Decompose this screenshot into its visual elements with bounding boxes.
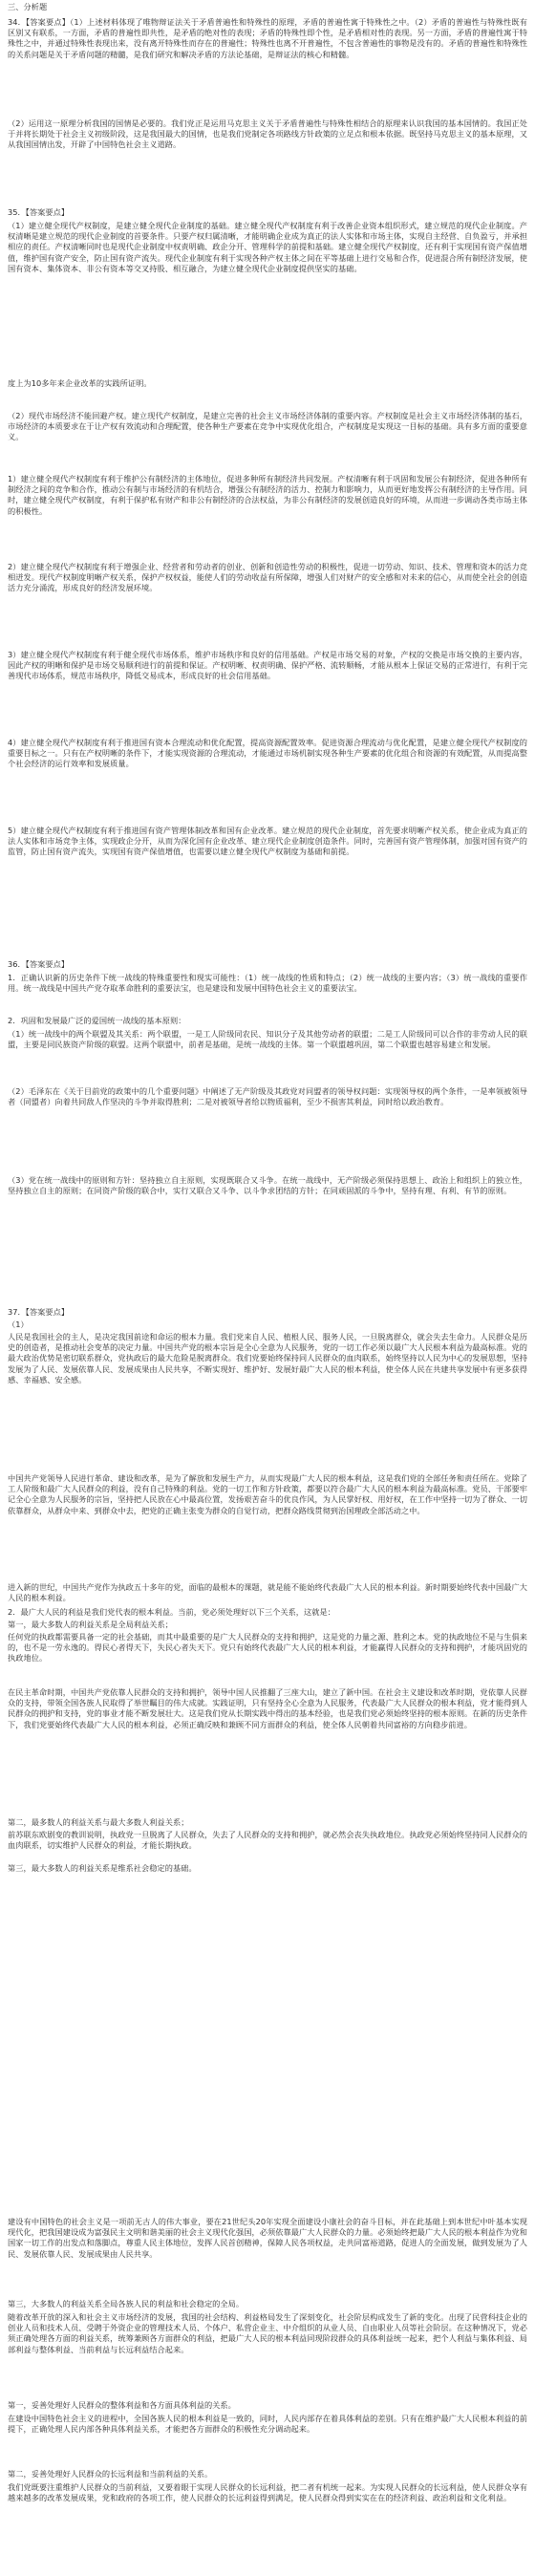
q37-paragraph-6: 在民主革命时期，中国共产党依靠人民群众的支持和拥护，领导中国人民推翻了三座大山，建立了新中国。在社会主义建设和改革时期，党依靠人民群众的支持，带领全国各族人民取得了举世瞩目的伟大成就。实践证明，只有坚持全心全意为人民服务，代表最广大人民群众的根本利益，党才能得到人民群众的拥护和支持，党的事业才能不断发展壮大。这是我们党从长期实践中得出的基本经验，也是我们党必须始终坚持的根本原则。在新的历史条件下，我们党要始终代表最广大人民的根本利益，必须正确反映和兼顾不同方面群众的利益，使全体人民朝着共同富裕的方向稳步前进。 [8, 1687, 527, 1729]
q37-paragraph-10: 在建设中国特色社会主义的进程中，全国各族人民的根本利益是一致的，同时，人民内部存在着具体利益的差别。只有在维护最广大人民根本利益的前提下，正确处理人民内部各种具体利益关系，才能把各方面群众的积极性充分调动起来。 [8, 2414, 527, 2435]
q34-intro-paragraph: 34．【答案要点】（1）上述材料体现了唯物辩证法关于矛盾普遍性和特殊性的原理，矛盾的普遍性寓于特殊性之中。（2）矛盾的普遍性与特殊性既有区别又有联系，一方面，矛盾的普遍性即共性，是矛盾的绝对性的表现；矛盾的特殊性即个性，是矛盾相对性的表现。另一方面，矛盾的普遍性寓于特殊性之中，并通过特殊性表现出来，没有离开特殊性而存在的普遍性；特殊性也离不开普遍性，不包含普遍性的事物是没有的。矛盾的普遍性和特殊性的关系问题是关于矛盾问题的精髓，是我们研究和解决矛盾的方法论基础，是辩证法的核心和精髓。 [8, 17, 527, 59]
q35-point-4: 4）建立健全现代产权制度有利于推进国有资本合理流动和优化配置，提高资源配置效率。促进资源合理流动与优化配置，是建立健全现代产权制度的重要目标之一。只有在产权明晰的条件下，才能实现资源的合理流动，才能通过市场机制实现各种生产要素的优化组合和资源的有效配置，从而提高整个社会经济的运行效率和发展质量。 [8, 738, 527, 769]
q35-point-2: 2）建立健全现代产权制度有利于增强企业、经营者和劳动者的创业、创新和创造性劳动的积极性，促进一切劳动、知识、技术、管理和资本的活力竞相迸发。现代产权制度明晰产权关系，保护产权权益，能使人们的劳动收益有所保障，增强人们对财产的安全感和对未来的信心，从而使全社会的创造活力充分涌流，形成良好的经济发展环境。 [8, 562, 527, 593]
q37-paragraph-5: 任何党的执政都需要具备一定的社会基础，而其中最重要的是广大人民群众的支持和拥护，这是党的力量之源、胜利之本。党的执政地位不是与生俱来的，也不是一劳永逸的。得民心者得天下，失民心者失天下。党只有始终代表最广大人民的根本利益，才能赢得人民群众的支持和拥护，才能巩固党的执政地位。 [8, 1632, 527, 1664]
q37-point-third: 第三，最大多数人的利益关系是维系社会稳定的基础。 [8, 1863, 197, 1873]
q37-sub-label: （1） [8, 1320, 29, 1329]
q36-label: 36．【答案要点】 [8, 959, 70, 969]
q36-point-2: 2．巩固和发展最广泛的爱国统一战线的基本原则： [8, 1016, 186, 1025]
section-title: 三、分析题 [8, 2, 48, 11]
q37-paragraph-4: 2．最广大人民的利益是我们党代表的根本利益。当前，党必须处理好以下三个关系，这就是： [8, 1607, 335, 1617]
q35-paragraph-1: （1）建立健全现代产权制度，是建立健全现代企业制度的基础。建立健全现代产权制度有利于改善企业资本组织形式，建立规范的现代企业制度。产权清晰是建立规范的现代企业制度的首要条件。只要产权归属清晰，才能明确企业成为真正的法人实体和市场主体，实现自主经营、自负盈亏，并承担相应的责任。产权清晰同时也是现代企业制度中权责明确、政企分开、管理科学的前提和基础。建立健全现代产权制度，还有利于实现国有资产保值增值，维护国有资产安全，防止国有资产流失。现代企业制度有利于实现各种产权主体之间在平等基础上进行交易和合作，促进混合所有制经济发展，使国有资本、集体资本、非公有资本等交叉持股、相互融合，为建立健全现代企业制度提供坚实的基础。 [8, 221, 527, 273]
q36-point-2-2: （2）毛泽东在《关于目前党的政策中的几个重要问题》中阐述了无产阶级及其政党对同盟者的领导权问题：实现领导权的两个条件，一是率领被领导者（同盟者）向着共同敌人作坚决的斗争并取得胜利；二是对被领导者给以物质福利，至少不损害其利益，同时给以政治教育。 [8, 1086, 527, 1107]
q37-paragraph-9: 随着改革开放的深入和社会主义市场经济的发展，我国的社会结构、利益格局发生了深刻变化，社会阶层构成发生了新的变化。出现了民营科技企业的创业人员和技术人员、受聘于外资企业的管理技术人员、个体户、私营企业主、中介组织的从业人员、自由职业人员等社会阶层。在这种情况下，党必须正确处理各方面的利益关系，统筹兼顾各方面群众的利益，把最广大人民的根本利益同现阶段群众的具体利益统一起来，把个人利益与集体利益、局部利益与整体利益、当前利益与长远利益结合起来。 [8, 2312, 527, 2354]
q36-point-2-1: （1）统一战线中的两个联盟及其关系：两个联盟，一是工人阶级同农民、知识分子及其他劳动者的联盟；二是工人阶级同可以合作的非劳动人民的联盟，主要是同民族资产阶级的联盟。这两个联盟中，前者是基础，是统一战线的主体。第一个联盟越巩固，第二个联盟也越容易建立和发展。 [8, 1029, 527, 1050]
q35-paragraph-1-cont: 度上为10多年来企业改革的实践所证明。 [8, 378, 152, 388]
q37-paragraph-1: 人民是我国社会的主人，是决定我国前途和命运的根本力量。我们党来自人民、植根人民、服务人民，一旦脱离群众，就会失去生命力。人民群众是历史的创造者，是推动社会变革的决定力量。中国共产党的根本宗旨是全心全意为人民服务，党的一切工作必须以最广大人民根本利益为最高标准。党的最大政治优势是密切联系群众，党执政后的最大危险是脱离群众。我们党要始终保持同人民群众的血肉联系，始终坚持以人民为中心的发展思想，坚持发展为了人民、发展依靠人民、发展成果由人民共享，不断实现好、维护好、发展好最广大人民的根本利益，使全体人民在共建共享发展中有更多获得感、幸福感、安全感。 [8, 1332, 527, 1385]
q37-paragraph-2: 中国共产党领导人民进行革命、建设和改革，是为了解放和发展生产力，从而实现最广大人民的根本利益，这是我们党的全部任务和责任所在。党除了工人阶级和最广大人民群众的利益，没有自己特殊的利益。党的一切工作和方针政策，都要以符合最广大人民的根本利益为最高标准。党员、干部要牢记全心全意为人民服务的宗旨，坚持把人民放在心中最高位置，发扬艰苦奋斗的优良作风，为人民掌好权、用好权，在工作中坚持一切为了群众、一切依靠群众，从群众中来、到群众中去，把党的正确主张变为群众的自觉行动，把群众路线贯彻到治国理政全部活动之中。 [8, 1473, 527, 1515]
q37-paragraph-8: 建设有中国特色的社会主义是一项前无古人的伟大事业，要在21世纪头20年实现全面建设小康社会的奋斗目标，并在此基础上到本世纪中叶基本实现现代化，把我国建设成为富强民主文明和谐美丽的社会主义现代化强国，必须依靠最广大人民群众的力量。必须始终把最广大人民的根本利益作为党和国家一切工作的出发点和落脚点，尊重人民主体地位，发挥人民首创精神，保障人民各项权益，走共同富裕道路，促进人的全面发展，做到发展为了人民、发展依靠人民、发展成果由人民共享。 [8, 2217, 527, 2259]
q37-point-first: 第一，最大多数人的利益关系是全局利益关系； [8, 1620, 173, 1629]
q35-paragraph-2: （2）现代市场经济不能回避产权。建立现代产权制度，是建立完善的社会主义市场经济体制的重要内容。产权制度是社会主义市场经济体制的基石，市场经济的本质要求在于让产权有效流动和合理配置，使各种生产要素在竞争中实现优化组合，产权制度是实现这一目标的基础。具有多方面的重要意义。 [8, 411, 527, 442]
q35-point-3: 3）建立健全现代产权制度有利于健全现代市场体系，维护市场秩序和良好的信用基础。产权是市场交易的对象，产权的交换是市场交换的主要内容，因此产权的明晰和保护是市场交易顺利进行的前提和保证。产权明晰、权责明确、保护严格、流转顺畅，才能从根本上保证交易的正常进行，有利于完善现代市场体系，规范市场秩序，降低交易成本，形成良好的社会信用基础。 [8, 650, 527, 681]
q36-point-2-3: （3）党在统一战线中的原则和方针：坚持独立自主原则，实现既联合又斗争。在统一战线中，无产阶级必须保持思想上、政治上和组织上的独立性，坚持独立自主的原则；在同资产阶级的联合中，实行又联合又斗争、以斗争求团结的方针；在同顽固派的斗争中，坚持有理、有利、有节的原则。 [8, 1175, 527, 1196]
q37-label: 37．【答案要点】 [8, 1307, 70, 1317]
q37-paragraph-7: 前苏联东欧剧变的教训说明，执政党一旦脱离了人民群众，失去了人民群众的支持和拥护，就必然会丧失执政地位。执政党必须始终坚持同人民群众的血肉联系，切实维护人民群众的利益，才能长期执政。 [8, 1830, 527, 1851]
q35-point-1: 1）建立健全现代产权制度有利于维护公有制经济的主体地位，促进多种所有制经济共同发展。产权清晰有利于巩固和发展公有制经济，促进各种所有制经济之间的竞争和合作，推动公有制与市场经济的有机结合，增强公有制经济的活力、控制力和影响力，从而更好地发挥公有制经济的主导作用。同时，建立健全现代产权制度，有利于保护私有财产和非公有制经济的合法权益，为非公有制经济的发展创造良好的环境，从而进一步调动各类市场主体的积极性。 [8, 474, 527, 516]
q37-paragraph-3: 进入新的世纪，中国共产党作为执政五十多年的党，面临的最根本的课题，就是能不能始终代表最广大人民的根本利益。新时期要始终代表中国最广大人民的根本利益。 [8, 1582, 527, 1603]
q37-paragraph-11: 我们党既要注重维护人民群众的当前利益，又要着眼于实现人民群众的长远利益，把二者有机统一起来。为实现人民群众的长远利益，使人民群众享有越来越多的改革发展成果，党和政府的各项工作，使人民群众的长远利益得到满足，使人民群众得到实实在在的经济利益、政治利益和文化利益。 [8, 2482, 527, 2503]
q35-point-5: 5）建立健全现代产权制度有利于推进国有资产管理体制改革和国有企业改革。建立规范的现代企业制度，首先要求明晰产权关系，使企业成为真正的法人实体和市场竞争主体，实现政企分开，从而为深化国有企业改革、建立现代企业制度创造条件。同时，完善国有资产管理体制，加强对国有资产的监管，防止国有资产流失，实现国有资产保值增值，也需要以建立健全现代产权制度为基础和前提。 [8, 826, 527, 857]
q37-point-second: 第二，最多数人的利益关系与最大多数人利益关系； [8, 1817, 189, 1827]
q37-sub-point-2: 第二，妥善处理好人民群众的长远利益和当前利益的关系。 [8, 2469, 213, 2479]
q34-paragraph-2: （2）运用这一原理分析我国的国情是必要的。我们党正是运用马克思主义关于矛盾普遍性与特殊性相结合的原理来认识我国的基本国情的。我国正处于并将长期处于社会主义初级阶段，这是我国最大的国情，也是我们党制定各项路线方针政策的立足点和根本依据。既坚持马克思主义的基本原理，又从我国国情出发，开辟了中国特色社会主义道路。 [8, 118, 527, 150]
q37-sub-point-1: 第一，妥善处理好人民群众的整体利益和各方面具体利益的关系。 [8, 2400, 236, 2410]
q35-label: 35．【答案要点】 [8, 207, 70, 217]
q36-point-1: 1．正确认识新的历史条件下统一战线的特殊重要性和现实可能性：（1）统一战线的性质和特点；（2）统一战线的主要内容；（3）统一战线的重要作用。统一战线是中国共产党夺取革命胜利的重要法宝，也是建设和发展中国特色社会主义的重要法宝。 [8, 973, 527, 994]
q37-point-third-b: 第三，大多数人的利益关系全局各族人民的利益和社会稳定的全局。 [8, 2299, 245, 2308]
